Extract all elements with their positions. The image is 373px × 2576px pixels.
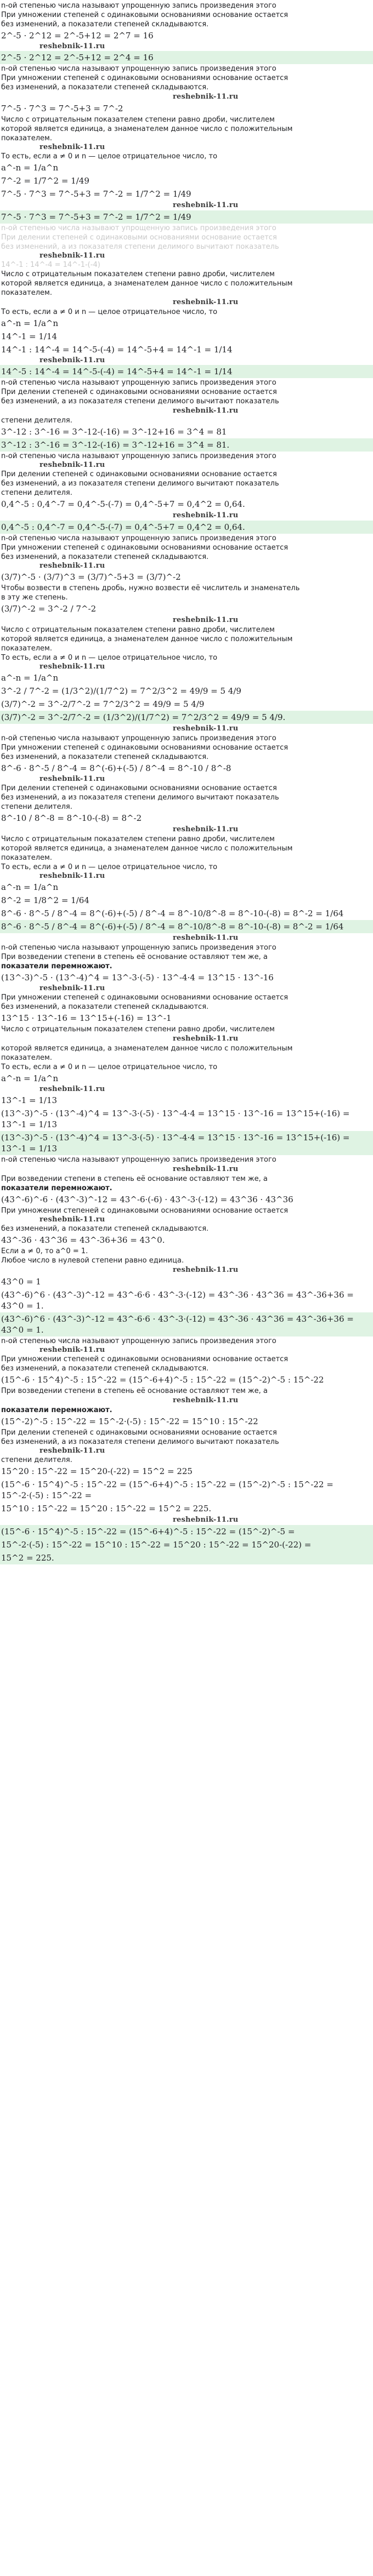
watermark-text: reshebnik-11.ru (173, 407, 239, 415)
math-line: a^-n = 1/a^n (1, 673, 59, 683)
explanation-text: без изменений, а из показателя степени делимого вычитают показатель (1, 243, 279, 251)
explanation-text: n-ой степенью числа называют упрощенную запись произведения этого (1, 944, 276, 952)
explanation-text: Чтобы возвести в степень дробь, нужно возвести её числитель и знаменатель (1, 584, 300, 592)
math-line: 8^-6 · 8^-5 / 8^-4 = 8^(-6)+(-5) / 8^-4 = 8^-10 / 8^-8 (1, 763, 231, 773)
explanation-text: Число с отрицательным показателем степени равно дроби, числителем (1, 116, 275, 124)
watermark-text: reshebnik-11.ru (173, 934, 239, 942)
math-line: 14^-1 = 1/14 (1, 332, 58, 341)
explanation-text: n-ой степенью числа называют упрощенную запись произведения этого (1, 2, 276, 10)
watermark-text: reshebnik-11.ru (39, 42, 105, 50)
watermark-text: reshebnik-11.ru (173, 1165, 239, 1173)
explanation-text: То есть, если a ≠ 0 и n — целое отрицательное число, то (1, 863, 218, 871)
math-line: 3^-12 : 3^-16 = 3^-12-(-16) = 3^-12+16 = 3^4 = 81 (1, 427, 227, 437)
explanation-text: При делении степеней с одинаковыми основаниями основание остается (1, 388, 277, 396)
explanation-text: без изменений, а показатели степеней складываются. (1, 83, 209, 92)
watermark-text: reshebnik-11.ru (39, 1346, 105, 1354)
math-line: (3/7)^-2 = 3^-2/7^-2 = 7^2/3^2 = 49/9 = 5 4/9 (1, 699, 205, 709)
watermark-text: reshebnik-11.ru (173, 825, 239, 833)
explanation-text: Число с отрицательным показателем степени равно дроби, числителем (1, 1025, 275, 1033)
final-answer-line: 14^-5 : 14^-4 = 14^-5-(-4) = 14^-5+4 = 14^-1 = 1/14 (0, 365, 373, 378)
explanation-text: То есть, если a ≠ 0 и n — целое отрицательное число, то (1, 1063, 218, 1071)
explanation-text: При делении степеней с одинаковыми основаниями основание остается (1, 1429, 277, 1437)
explanation-text: 14^-1 : 14^-4 = 14^-1-(-4) (1, 261, 100, 269)
explanation-text: показателем. (1, 134, 52, 142)
explanation-text: без изменений, а из показателя степени делимого вычитают показатель (1, 793, 279, 802)
explanation-text: При возведении степени в степень её основание оставляют тем же, а (1, 953, 268, 961)
watermark-text: reshebnik-11.ru (39, 984, 105, 992)
explanation-text: Если a ≠ 0, то a^0 = 1. (1, 1247, 88, 1255)
math-line: 0,4^-5 : 0,4^-7 = 0,4^-5-(-7) = 0,4^-5+7 = 0,4^2 = 0,64. (1, 499, 245, 509)
math-line: 7^-2 = 1/7^2 = 1/49 (1, 176, 89, 186)
explanation-text: n-ой степенью числа называют упрощенную запись произведения этого (1, 734, 276, 742)
final-answer-line: (13^-3)^-5 · (13^-4)^4 = 13^-3·(-5) · 13^-4·4 = 13^15 · 13^-16 = 13^15+(-16) = 13^-1 = 1/13 (0, 1131, 373, 1155)
explanation-text: степени делителя. (1, 803, 72, 811)
math-line: 13^-1 = 1/13 (1, 1095, 58, 1105)
explanation-text: без изменений, а показатели степеней складываются. (1, 553, 209, 561)
math-line: 8^-2 = 1/8^2 = 1/64 (1, 895, 89, 905)
final-answer-line: 15^2 = 225. (0, 1551, 373, 1564)
explanation-text: При умножении степеней с одинаковыми основаниями основание остается (1, 993, 289, 1002)
explanation-text: При делении степеней с одинаковыми основаниями основание остается (1, 233, 277, 242)
explanation-text: без изменений, а показатели степеней складываются. (1, 753, 209, 761)
math-line: 8^-6 · 8^-5 / 8^-4 = 8^(-6)+(-5) / 8^-4 = 8^-10/8^-8 = 8^-10-(-8) = 8^-2 = 1/64 (1, 909, 344, 918)
watermark-text: reshebnik-11.ru (173, 1266, 239, 1274)
explanation-text: Число с отрицательным показателем степени равно дроби, числителем (1, 270, 275, 278)
explanation-text: При умножении степеней с одинаковыми основаниями основание остается (1, 11, 289, 19)
math-line: 14^-1 : 14^-4 = 14^-5-(-4) = 14^-5+4 = 14^-1 = 1/14 (1, 345, 233, 355)
math-line: 43^0 = 1 (1, 1277, 41, 1287)
explanation-text: в эту же степень. (1, 593, 68, 602)
explanation-text: То есть, если a ≠ 0 и n — целое отрицательное число, то (1, 654, 218, 662)
explanation-text: n-ой степенью числа называют упрощенную запись произведения этого (1, 534, 276, 542)
explanation-text: без изменений, а из показателя степени делимого вычитают показатель (1, 479, 279, 488)
explanation-text: То есть, если a ≠ 0 и n — целое отрицательное число, то (1, 152, 218, 161)
final-answer-line: 0,4^-5 : 0,4^-7 = 0,4^-5-(-7) = 0,4^-5+7 = 0,4^2 = 0,64. (0, 521, 373, 534)
math-line: 7^-5 · 7^3 = 7^-5+3 = 7^-2 (1, 104, 123, 113)
explanation-text: показатели перемножают. (1, 1406, 112, 1414)
final-answer-line: 8^-6 · 8^-5 / 8^-4 = 8^(-6)+(-5) / 8^-4 = 8^-10/8^-8 = 8^-10-(-8) = 8^-2 = 1/64 (0, 920, 373, 933)
watermark-text: reshebnik-11.ru (173, 1516, 239, 1524)
explanation-text: без изменений, а из показателя степени делимого вычитают показатель (1, 1438, 279, 1446)
math-line: (43^-6)^-6 · (43^-3)^-12 = 43^-6·(-6) · 43^-3·(-12) = 43^36 · 43^36 (1, 1195, 293, 1204)
watermark-text: reshebnik-11.ru (39, 775, 105, 783)
math-line: a^-n = 1/a^n (1, 1073, 59, 1083)
math-line: (3/7)^-5 · (3/7)^3 = (3/7)^-5+3 = (3/7)^-2 (1, 572, 181, 582)
explanation-text: без изменений, а показатели степеней складываются. (1, 1364, 209, 1373)
math-line: (13^-3)^-5 · (13^-4)^4 = 13^-3·(-5) · 13^-4·4 = 13^15 · 13^-16 (1, 973, 274, 983)
math-line: (15^-6 · 15^4)^-5 : 15^-22 = (15^-6+4)^-5 : 15^-22 = (15^-2)^-5 : 15^-22 = 15^-2·(-5) : 15^-22 = (1, 1480, 334, 1500)
explanation-text: которой является единица, а знаменателем данное число с положительным (1, 125, 293, 133)
explanation-text: При умножении степеней с одинаковыми основаниями основание остается (1, 544, 289, 552)
math-line: a^-n = 1/a^n (1, 882, 59, 892)
explanation-text: n-ой степенью числа называют упрощенную запись произведения этого (1, 379, 276, 387)
final-answer-line: (3/7)^-2 = 3^-2/7^-2 = (1/3^2)/(1/7^2) = 7^2/3^2 = 49/9 = 5 4/9. (0, 711, 373, 724)
watermark-text: reshebnik-11.ru (173, 93, 239, 101)
watermark-text: reshebnik-11.ru (39, 1215, 105, 1224)
watermark-text: reshebnik-11.ru (39, 1085, 105, 1093)
explanation-text: показателем. (1, 854, 52, 862)
explanation-text: n-ой степенью числа называют упрощенную запись произведения этого (1, 1156, 276, 1164)
math-line: (3/7)^-2 = 3^-2 / 7^-2 (1, 604, 97, 614)
explanation-text: без изменений, а показатели степеней складываются. (1, 1003, 209, 1011)
explanation-text: При возведении степени в степень её основание оставляют тем же, а (1, 1175, 268, 1183)
explanation-text: степени делителя. (1, 489, 72, 497)
explanation-text: Число с отрицательным показателем степени равно дроби, числителем (1, 835, 275, 843)
final-answer-line: 2^-5 · 2^12 = 2^-5+12 = 2^4 = 16 (0, 51, 373, 64)
math-line: 8^-10 / 8^-8 = 8^-10-(-8) = 8^-2 (1, 813, 142, 823)
explanation-text: При умножении степеней с одинаковыми основаниями основание остается (1, 744, 289, 752)
explanation-text: При возведении степени в степень её основание оставляют тем же, а (1, 1387, 268, 1395)
explanation-text: показатели перемножают. (1, 962, 112, 970)
explanation-text: n-ой степенью числа называют упрощенную запись произведения этого (1, 65, 276, 73)
final-answer-line: (15^-6 · 15^4)^-5 : 15^-22 = (15^-6+4)^-5 : 15^-22 = (15^-2)^-5 = (0, 1525, 373, 1538)
explanation-text: n-ой степенью числа называют упрощенную запись произведения этого (1, 224, 276, 232)
watermark-text: reshebnik-11.ru (39, 562, 105, 570)
watermark-text: reshebnik-11.ru (173, 511, 239, 519)
explanation-text: При умножении степеней с одинаковыми основаниями основание остается (1, 1355, 289, 1363)
explanation-text: То есть, если a ≠ 0 и n — целое отрицательное число, то (1, 308, 218, 316)
watermark-text: reshebnik-11.ru (173, 1396, 239, 1404)
explanation-text: При делении степеней с одинаковыми основаниями основание остается (1, 784, 277, 792)
math-line: a^-n = 1/a^n (1, 163, 59, 173)
explanation-text: показатели перемножают. (1, 1184, 112, 1192)
explanation-text: без изменений, а показатели степеней складываются. (1, 20, 209, 28)
math-line: 2^-5 · 2^12 = 2^-5+12 = 2^7 = 16 (1, 31, 154, 41)
math-line: a^-n = 1/a^n (1, 318, 59, 328)
math-line: 3^-2 / 7^-2 = (1/3^2)/(1/7^2) = 7^2/3^2 = 49/9 = 5 4/9 (1, 686, 241, 696)
explanation-text: которой является единица, а знаменателем данное число с положительным (1, 844, 293, 853)
math-line: 7^-5 · 7^3 = 7^-5+3 = 7^-2 = 1/7^2 = 1/49 (1, 189, 191, 199)
watermark-text: reshebnik-11.ru (39, 461, 105, 469)
explanation-text: При умножении степеней с одинаковыми основаниями основание остается (1, 74, 289, 82)
explanation-text: показателем. (1, 644, 52, 653)
explanation-text: При умножении степеней с одинаковыми основаниями основание остается (1, 1207, 289, 1215)
watermark-text: reshebnik-11.ru (173, 1035, 239, 1043)
watermark-text: reshebnik-11.ru (39, 143, 105, 151)
final-answer-line: 15^-2·(-5) : 15^-22 = 15^10 : 15^-22 = 15^20 : 15^-22 = 15^20-(-22) = (0, 1538, 373, 1551)
watermark-text: reshebnik-11.ru (39, 252, 105, 260)
watermark-text: reshebnik-11.ru (39, 356, 105, 364)
math-line: 43^-36 · 43^36 = 43^-36+36 = 43^0. (1, 1235, 165, 1245)
watermark-text: reshebnik-11.ru (39, 662, 105, 671)
final-answer-line: 7^-5 · 7^3 = 7^-5+3 = 7^-2 = 1/7^2 = 1/49 (0, 210, 373, 224)
math-line: 15^20 : 15^-22 = 15^20-(-22) = 15^2 = 225 (1, 1466, 193, 1476)
final-answer-line: 3^-12 : 3^-16 = 3^-12-(-16) = 3^-12+16 = 3^4 = 81. (0, 438, 373, 452)
watermark-text: reshebnik-11.ru (39, 872, 105, 880)
watermark-text: reshebnik-11.ru (173, 201, 239, 209)
explanation-text: Число с отрицательным показателем степени равно дроби, числителем (1, 626, 275, 634)
math-line: (15^-6 · 15^4)^-5 : 15^-22 = (15^-6+4)^-5 : 15^-22 = (15^-2)^-5 : 15^-22 (1, 1375, 324, 1385)
math-line: 15^10 : 15^-22 = 15^20 : 15^-22 = 15^2 = 225. (1, 1504, 212, 1513)
watermark-text: reshebnik-11.ru (173, 724, 239, 733)
explanation-text: Любое число в нулевой степени равно единица. (1, 1256, 184, 1265)
explanation-text: n-ой степенью числа называют упрощенную запись произведения этого (1, 452, 276, 460)
explanation-text: При делении степеней с одинаковыми основаниями основание остается (1, 470, 277, 478)
watermark-text: reshebnik-11.ru (173, 298, 239, 306)
explanation-text: которой является единица, а знаменателем данное число с положительным (1, 1044, 293, 1053)
explanation-text: n-ой степенью числа называют упрощенную запись произведения этого (1, 1337, 276, 1345)
final-answer-line: (43^-6)^6 · (43^-3)^-12 = 43^-6·6 · 43^-3·(-12) = 43^-36 · 43^36 = 43^-36+36 = 43^0 = 1. (0, 1312, 373, 1336)
math-line: (15^-2)^-5 : 15^-22 = 15^-2·(-5) : 15^-22 = 15^10 : 15^-22 (1, 1416, 258, 1426)
watermark-text: reshebnik-11.ru (173, 616, 239, 624)
watermark-text: reshebnik-11.ru (39, 1447, 105, 1455)
explanation-text: показателем. (1, 1054, 52, 1062)
explanation-text: которой является единица, а знаменателем данное число с положительным (1, 279, 293, 288)
explanation-text: степени делителя. (1, 416, 72, 425)
math-line: (13^-3)^-5 · (13^-4)^4 = 13^-3·(-5) · 13^-4·4 = 13^15 · 13^-16 = 13^15+(-16) = 13^-1 = 1/13 (1, 1109, 350, 1129)
math-line: 13^15 · 13^-16 = 13^15+(-16) = 13^-1 (1, 1013, 172, 1023)
explanation-text: которой является единица, а знаменателем данное число с положительным (1, 635, 293, 643)
explanation-text: без изменений, а показатели степеней складываются. (1, 1225, 209, 1233)
explanation-text: без изменений, а из показателя степени делимого вычитают показатель (1, 397, 279, 405)
explanation-text: показателем. (1, 289, 52, 297)
explanation-text: степени делителя. (1, 1456, 72, 1464)
math-line: (43^-6)^6 · (43^-3)^-12 = 43^-6·6 · 43^-3·(-12) = 43^-36 · 43^36 = 43^-36+36 = 43^0 = 1. (1, 1290, 354, 1311)
